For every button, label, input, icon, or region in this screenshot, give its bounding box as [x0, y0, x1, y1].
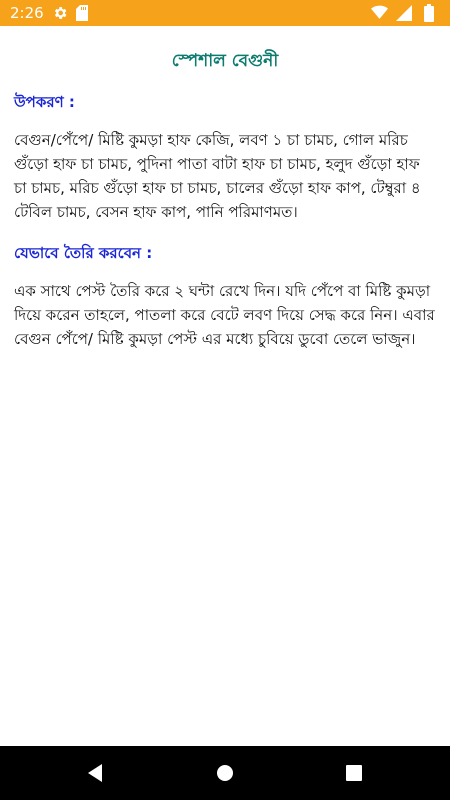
ingredients-text: বেগুন/পেঁপে/ মিষ্টি কুমড়া হাফ কেজি, লবণ ১ চা চামচ, গোল মরিচ গুঁড়ো হাফ চা চামচ, পুদিনা পাতা বাটা হাফ চা চামচ, হলুদ গুঁড়ো হাফ চা চামচ, মরিচ গুঁড়ো হাফ চা চামচ, চালের গুঁড়ো হাফ কাপ, টেম্বুরা ৪ টেবিল চামচ, বেসন হাফ কাপ, পানি পরিমাণমত। [14, 131, 421, 221]
recents-icon[interactable] [346, 765, 362, 781]
battery-icon [424, 4, 434, 22]
signal-icon [396, 5, 412, 21]
status-time: 2:26 [10, 4, 44, 22]
recipe-content [14, 26, 436, 351]
page-title: স্পেশাল বেগুনী [171, 51, 279, 71]
method-heading: যেভাবে তৈরি করবেন : [14, 244, 153, 262]
method-text: এক সাথে পেস্ট তৈরি করে ২ ঘন্টা রেখে দিন। যদি পেঁপে বা মিষ্টি কুমড়া দিয়ে করেন তাহলে, পাতলা করে বেটে লবণ দিয়ে সেদ্ধ করে নিন। এবার বেগুন পেঁপে/ মিষ্টি কুমড়া পেস্ট এর মধ্যে চুবিয়ে ডুবো তেলে ভাজুন। [14, 282, 435, 348]
navigation-bar [0, 746, 450, 800]
status-bar [0, 0, 450, 26]
wifi-icon [371, 5, 388, 20]
ingredients-heading: উপকরণ : [14, 93, 75, 111]
gear-icon [52, 5, 68, 21]
sd-card-icon [76, 5, 88, 21]
home-icon[interactable] [216, 764, 234, 782]
back-icon[interactable] [85, 763, 105, 783]
